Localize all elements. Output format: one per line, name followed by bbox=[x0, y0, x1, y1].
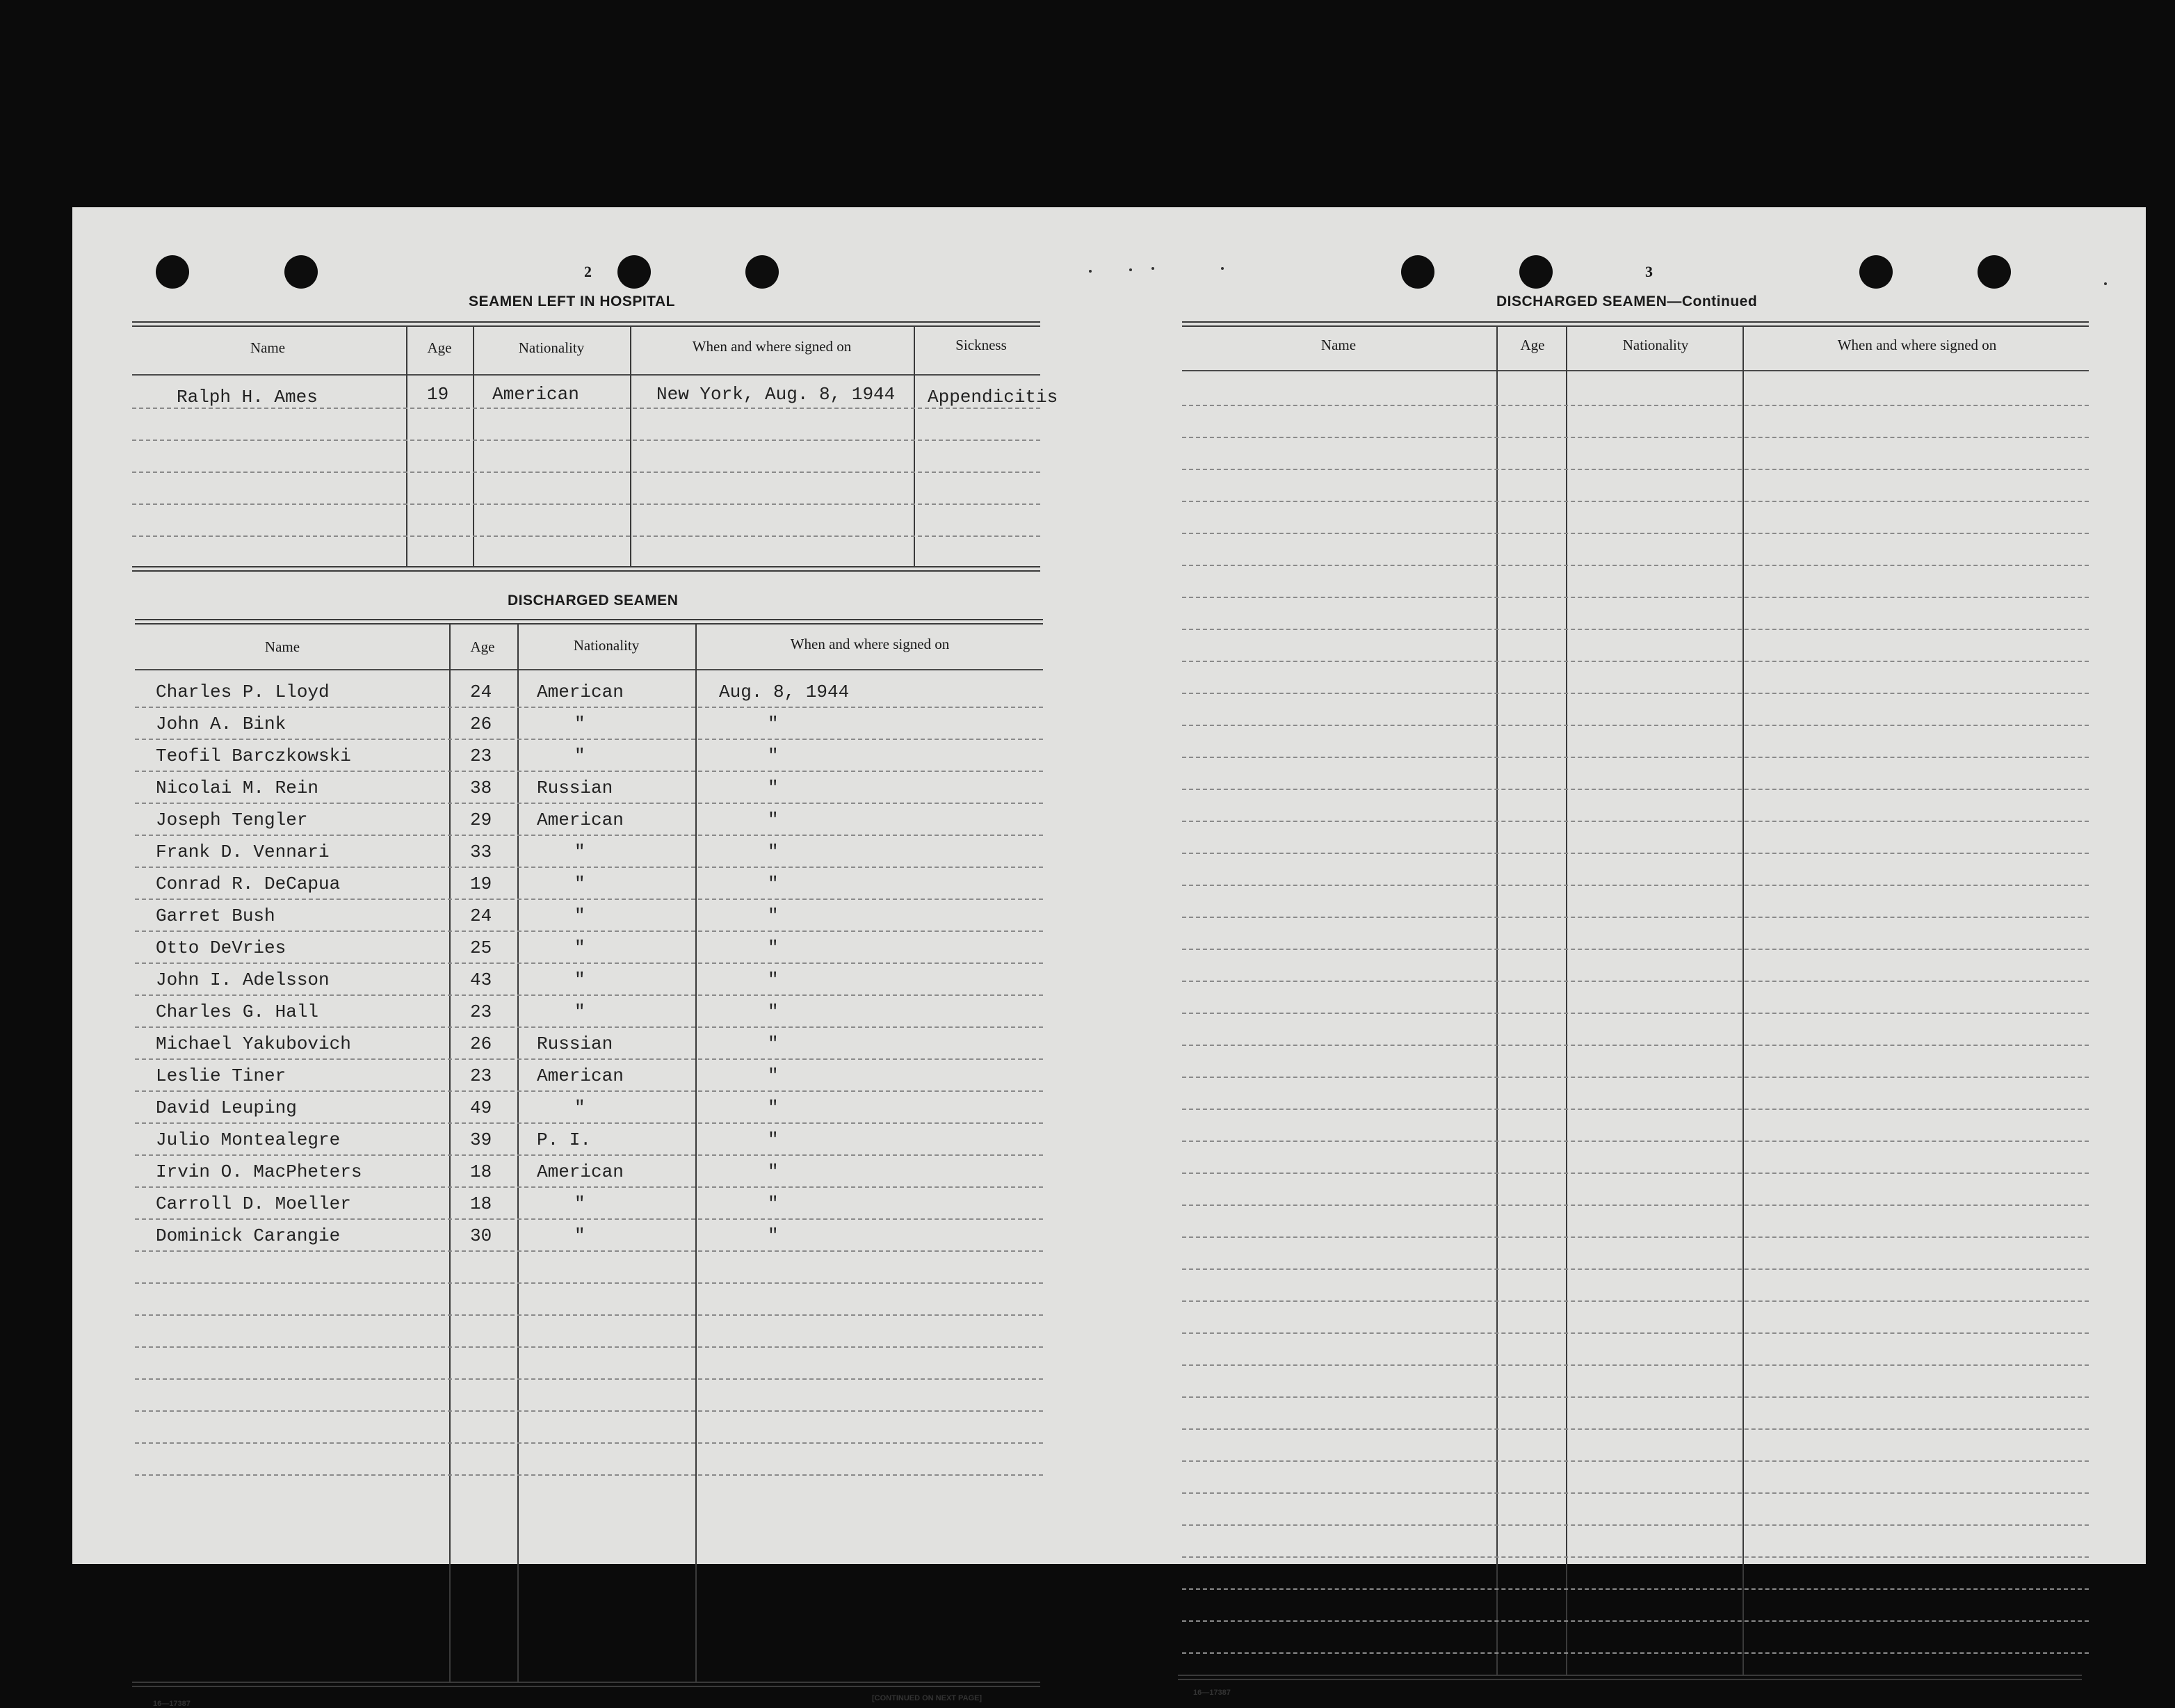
seaman-name: Frank D. Vennari bbox=[156, 841, 330, 862]
seaman-name: John I. Adelsson bbox=[156, 969, 330, 990]
seaman-age: 49 bbox=[470, 1097, 492, 1118]
seaman-age: 24 bbox=[470, 905, 492, 926]
seaman-age: 39 bbox=[470, 1129, 492, 1150]
seaman-name: Conrad R. DeCapua bbox=[156, 873, 341, 894]
seaman-age: 29 bbox=[470, 809, 492, 830]
seaman-age: 23 bbox=[470, 1001, 492, 1022]
hospital-header-sickness: Sickness bbox=[955, 337, 1007, 353]
seaman-signed-on: " bbox=[768, 1097, 779, 1118]
seaman-signed-on: Aug. 8, 1944 bbox=[719, 682, 850, 702]
seaman-age: 33 bbox=[470, 841, 492, 862]
discharged-section-title: DISCHARGED SEAMEN bbox=[508, 593, 679, 609]
seaman-name: Michael Yakubovich bbox=[156, 1033, 351, 1054]
continued-note: [CONTINUED ON NEXT PAGE] bbox=[872, 1694, 983, 1702]
seaman-name: Otto DeVries bbox=[156, 937, 286, 958]
seaman-signed-on: " bbox=[768, 1225, 779, 1246]
seaman-age: 26 bbox=[470, 1033, 492, 1054]
seaman-age: 38 bbox=[470, 778, 492, 798]
binder-hole bbox=[1859, 255, 1893, 289]
seaman-name: Carroll D. Moeller bbox=[156, 1193, 351, 1214]
hospital-section-title: SEAMEN LEFT IN HOSPITAL bbox=[469, 293, 675, 309]
seaman-signed-on: " bbox=[768, 714, 779, 734]
seaman-nationality: " bbox=[574, 1225, 585, 1246]
seaman-nationality: " bbox=[574, 746, 585, 766]
discharged-header-nationality: Nationality bbox=[573, 637, 640, 654]
seaman-nationality: " bbox=[574, 1097, 585, 1118]
hospital-header-signed-on: When and where signed on bbox=[692, 338, 852, 355]
seaman-nationality: " bbox=[574, 1193, 585, 1214]
seaman-signed-on: " bbox=[768, 746, 779, 766]
right-header-name: Name bbox=[1320, 337, 1357, 353]
seaman-name: Charles P. Lloyd bbox=[156, 682, 330, 702]
form-number: 16—17387 bbox=[1193, 1689, 1231, 1697]
seaman-name: Teofil Barczkowski bbox=[156, 746, 351, 766]
hospital-row-signed-on: New York, Aug. 8, 1944 bbox=[656, 384, 896, 405]
seaman-name: John A. Bink bbox=[156, 714, 286, 734]
binder-hole bbox=[1519, 255, 1553, 289]
seaman-age: 23 bbox=[470, 1065, 492, 1086]
page-number: 3 bbox=[1645, 263, 1653, 280]
seaman-nationality: " bbox=[574, 1001, 585, 1022]
seaman-nationality: P. I. bbox=[537, 1129, 592, 1150]
right-header-age: Age bbox=[1520, 337, 1545, 353]
seaman-signed-on: " bbox=[768, 905, 779, 926]
seaman-signed-on: " bbox=[768, 873, 779, 894]
seaman-nationality: " bbox=[574, 841, 585, 862]
document-sheet bbox=[72, 207, 2146, 1708]
seaman-nationality: " bbox=[574, 905, 585, 926]
hospital-row-sickness: Appendicitis bbox=[928, 387, 1058, 408]
seaman-nationality: American bbox=[537, 1161, 624, 1182]
binder-hole bbox=[745, 255, 779, 289]
binder-hole bbox=[284, 255, 318, 289]
seaman-nationality: " bbox=[574, 714, 585, 734]
seaman-signed-on: " bbox=[768, 969, 779, 990]
discharged-header-signed-on: When and where signed on bbox=[790, 636, 950, 652]
seaman-age: 19 bbox=[470, 873, 492, 894]
seaman-age: 30 bbox=[470, 1225, 492, 1246]
seaman-nationality: " bbox=[574, 873, 585, 894]
seaman-name: Irvin O. MacPheters bbox=[156, 1161, 362, 1182]
seaman-signed-on: " bbox=[768, 1033, 779, 1054]
right-header-nationality: Nationality bbox=[1622, 337, 1689, 353]
form-number: 16—17387 bbox=[153, 1700, 191, 1708]
hospital-row-name: Ralph H. Ames bbox=[177, 387, 318, 408]
seaman-signed-on: " bbox=[768, 1065, 779, 1086]
right-header-signed-on: When and where signed on bbox=[1837, 337, 1997, 353]
seaman-age: 18 bbox=[470, 1161, 492, 1182]
seaman-signed-on: " bbox=[768, 1129, 779, 1150]
seaman-signed-on: " bbox=[768, 1193, 779, 1214]
seaman-age: 23 bbox=[470, 746, 492, 766]
page-number: 2 bbox=[584, 263, 592, 280]
hospital-row-nationality: American bbox=[492, 384, 579, 405]
binder-hole bbox=[156, 255, 189, 289]
binder-hole bbox=[617, 255, 651, 289]
seaman-name: Nicolai M. Rein bbox=[156, 778, 319, 798]
seaman-name: Julio Montealegre bbox=[156, 1129, 341, 1150]
hospital-row-age: 19 bbox=[427, 384, 449, 405]
seaman-nationality: American bbox=[537, 809, 624, 830]
hospital-header-nationality: Nationality bbox=[518, 339, 585, 356]
hospital-header-age: Age bbox=[427, 339, 452, 356]
seaman-nationality: Russian bbox=[537, 1033, 613, 1054]
discharged-header-name: Name bbox=[264, 638, 300, 655]
seaman-nationality: Russian bbox=[537, 778, 613, 798]
seaman-signed-on: " bbox=[768, 1001, 779, 1022]
seaman-name: Leslie Tiner bbox=[156, 1065, 286, 1086]
seaman-name: Charles G. Hall bbox=[156, 1001, 319, 1022]
binder-hole bbox=[1401, 255, 1434, 289]
seaman-signed-on: " bbox=[768, 1161, 779, 1182]
seaman-nationality: " bbox=[574, 937, 585, 958]
seaman-nationality: American bbox=[537, 1065, 624, 1086]
seaman-signed-on: " bbox=[768, 778, 779, 798]
binder-hole bbox=[1978, 255, 2011, 289]
seaman-signed-on: " bbox=[768, 937, 779, 958]
seaman-age: 43 bbox=[470, 969, 492, 990]
seaman-age: 26 bbox=[470, 714, 492, 734]
seaman-name: David Leuping bbox=[156, 1097, 297, 1118]
seaman-nationality: American bbox=[537, 682, 624, 702]
seaman-age: 24 bbox=[470, 682, 492, 702]
seaman-name: Joseph Tengler bbox=[156, 809, 308, 830]
continued-section-title: DISCHARGED SEAMEN—Continued bbox=[1496, 293, 1758, 309]
seaman-nationality: " bbox=[574, 969, 585, 990]
seaman-age: 18 bbox=[470, 1193, 492, 1214]
seaman-name: Garret Bush bbox=[156, 905, 275, 926]
seaman-signed-on: " bbox=[768, 809, 779, 830]
discharged-header-age: Age bbox=[470, 638, 495, 655]
seaman-name: Dominick Carangie bbox=[156, 1225, 341, 1246]
hospital-header-name: Name bbox=[250, 339, 286, 356]
seaman-age: 25 bbox=[470, 937, 492, 958]
seaman-signed-on: " bbox=[768, 841, 779, 862]
